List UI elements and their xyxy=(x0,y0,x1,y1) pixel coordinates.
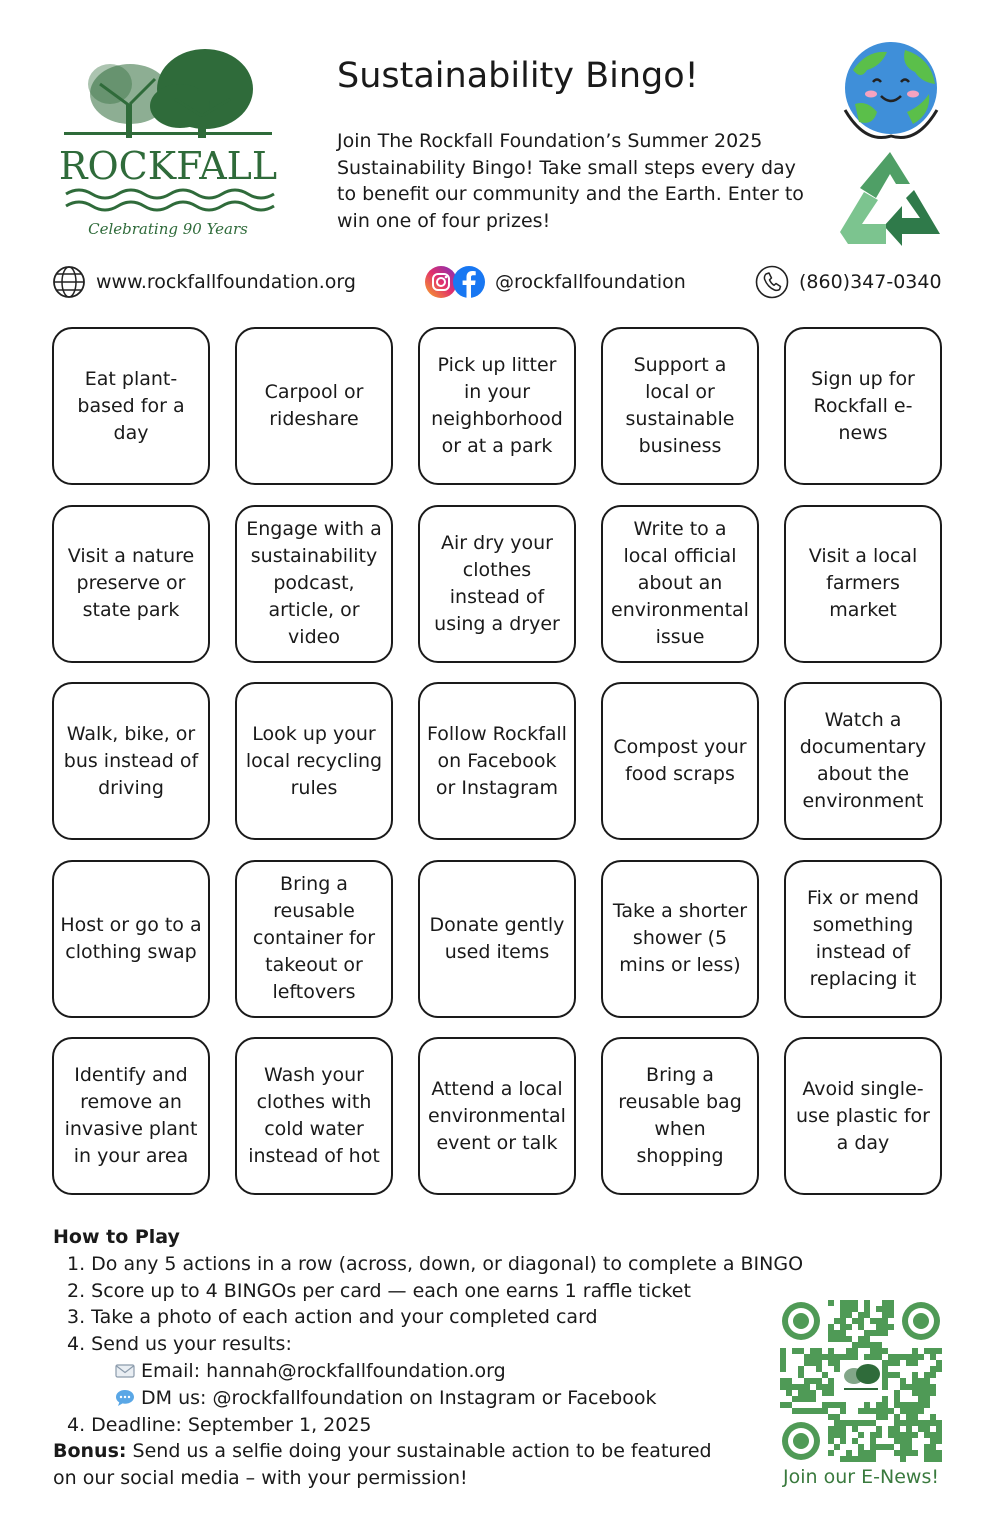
bingo-cell[interactable]: Wash your clothes with cold water instead of hot xyxy=(235,1037,393,1195)
bingo-cell[interactable]: Write to a local official about an environmental issue xyxy=(601,505,759,663)
rockfall-logo xyxy=(60,44,280,244)
speech-bubble-icon xyxy=(115,1389,135,1407)
bingo-grid xyxy=(52,327,942,1195)
bingo-cell[interactable]: Avoid single-use plastic for a day xyxy=(784,1037,942,1195)
email-line xyxy=(53,1358,813,1385)
recycle-icon xyxy=(836,148,944,248)
how-to-play-heading: How to Play xyxy=(53,1226,180,1248)
bingo-cell[interactable]: Support a local or sustainable business xyxy=(601,327,759,485)
bingo-cell[interactable]: Air dry your clothes instead of using a dryer xyxy=(418,505,576,663)
qr-caption[interactable]: Join our E-News! xyxy=(783,1466,939,1488)
bingo-cell[interactable]: Follow Rockfall on Facebook or Instagram xyxy=(418,682,576,840)
dm-text: DM us: @rockfallfoundation on Instagram or Facebook xyxy=(141,1386,657,1409)
bingo-cell[interactable]: Carpool or rideshare xyxy=(235,327,393,485)
bingo-cell[interactable]: Watch a documentary about the environment xyxy=(784,682,942,840)
website-url[interactable]: www.rockfallfoundation.org xyxy=(96,271,356,293)
deadline: 4. Deadline: September 1, 2025 xyxy=(67,1413,372,1436)
bingo-cell[interactable]: Attend a local environmental event or talk xyxy=(418,1037,576,1195)
step-2: 2. Score up to 4 BINGOs per card — each one earns 1 raffle ticket xyxy=(67,1279,691,1302)
bingo-cell[interactable]: Walk, bike, or bus instead of driving xyxy=(52,682,210,840)
bingo-cell[interactable]: Take a shorter shower (5 mins or less) xyxy=(601,860,759,1018)
bingo-cell[interactable]: Fix or mend something instead of replacing it xyxy=(784,860,942,1018)
phone-contact[interactable] xyxy=(755,264,942,300)
bingo-cell[interactable]: Sign up for Rockfall e-news xyxy=(784,327,942,485)
bingo-cell[interactable]: Pick up litter in your neighborhood or at a park xyxy=(418,327,576,485)
bingo-cell[interactable]: Donate gently used items xyxy=(418,860,576,1018)
bingo-cell[interactable]: Bring a reusable bag when shopping xyxy=(601,1037,759,1195)
bonus-label: Bonus: xyxy=(53,1440,127,1463)
intro-text: Join The Rockfall Foundation’s Summer 2025 Sustainability Bingo! Take small steps every day to benefit our community and the Earth. Enter to win one of four prizes! xyxy=(337,130,804,232)
earth-icon xyxy=(835,40,947,140)
bingo-cell[interactable]: Identify and remove an invasive plant in your area xyxy=(52,1037,210,1195)
bingo-cell[interactable]: Eat plant-based for a day xyxy=(52,327,210,485)
dm-line xyxy=(53,1385,813,1412)
bingo-cell[interactable]: Visit a nature preserve or state park xyxy=(52,505,210,663)
social-contact[interactable] xyxy=(425,264,686,300)
step-1: 1. Do any 5 actions in a row (across, down, or diagonal) to complete a BINGO xyxy=(67,1252,804,1275)
bingo-cell[interactable]: Engage with a sustainability podcast, article, or video xyxy=(235,505,393,663)
qr-code[interactable] xyxy=(780,1300,942,1462)
page-title: Sustainability Bingo! xyxy=(337,56,699,96)
bonus-text: Send us a selfie doing your sustainable action to be featured on our social media – with your permission! xyxy=(53,1440,712,1490)
bingo-cell[interactable]: Visit a local farmers market xyxy=(784,505,942,663)
bingo-cell[interactable]: Bring a reusable container for takeout or leftovers xyxy=(235,860,393,1018)
org-tagline: Celebrating 90 Years xyxy=(88,220,248,238)
social-handle[interactable]: @rockfallfoundation xyxy=(495,271,686,293)
email-text[interactable]: Email: hannah@rockfallfoundation.org xyxy=(141,1359,506,1382)
website-contact[interactable] xyxy=(52,264,356,300)
envelope-icon xyxy=(115,1363,135,1379)
bingo-cell[interactable]: Look up your local recycling rules xyxy=(235,682,393,840)
step-4: 4. Send us your results: xyxy=(67,1333,292,1356)
bingo-cell[interactable]: Compost your food scraps xyxy=(601,682,759,840)
how-to-play xyxy=(53,1224,813,1492)
facebook-icon xyxy=(453,266,485,298)
bonus xyxy=(53,1438,733,1492)
globe-icon xyxy=(52,265,86,299)
phone-icon xyxy=(755,265,789,299)
bingo-cell[interactable]: Host or go to a clothing swap xyxy=(52,860,210,1018)
step-3: 3. Take a photo of each action and your completed card xyxy=(67,1306,598,1329)
phone-number[interactable]: (860)347-0340 xyxy=(799,271,942,293)
org-name: ROCKFALL xyxy=(60,144,278,188)
